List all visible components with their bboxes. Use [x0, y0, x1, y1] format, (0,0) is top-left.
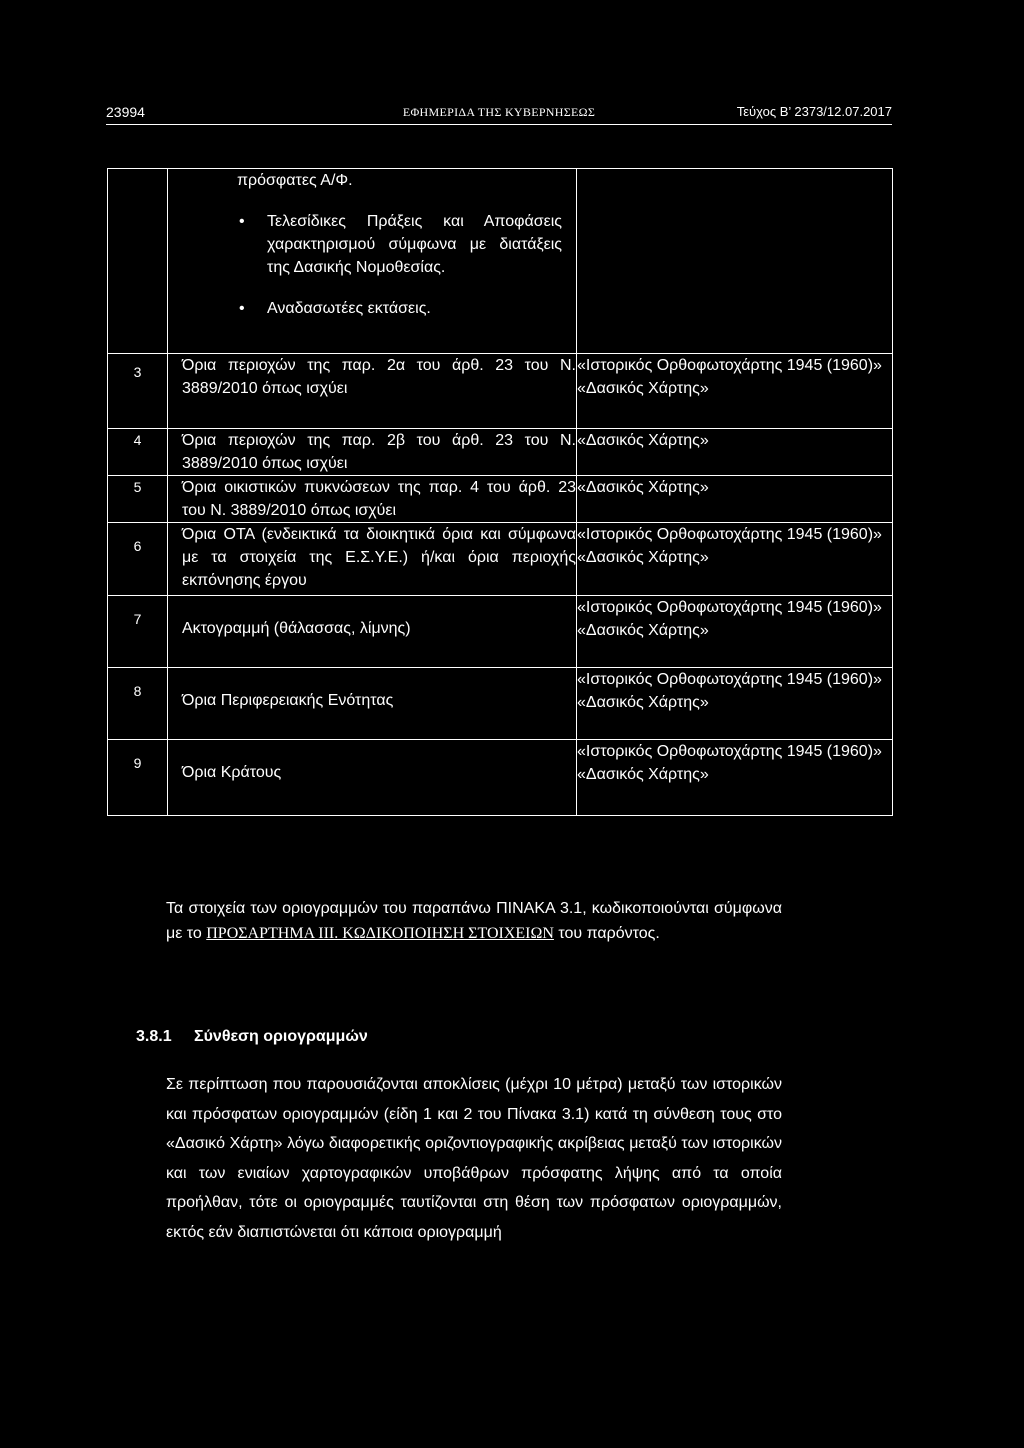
row-description: Ακτογραμμή (θάλασσας, λίμνης) — [168, 596, 577, 668]
table-row — [108, 476, 893, 523]
source-line: «Δασικός Χάρτης» — [577, 380, 709, 397]
source-line: «Ιστορικός Ορθοφωτοχάρτης 1945 (1960)» — [577, 357, 882, 374]
row-number: 6 — [108, 523, 168, 596]
source-cell — [577, 169, 893, 354]
row-description: Όρια Κράτους — [168, 740, 577, 816]
source-cell — [577, 476, 893, 523]
note-text-end: του παρόντος. — [553, 925, 660, 942]
table-row — [108, 354, 893, 429]
row-number: 8 — [108, 668, 168, 740]
list-item: • Αναδασωτέες εκτάσεις. — [237, 297, 562, 320]
source-line: «Δασικός Χάρτης» — [577, 432, 709, 449]
row-number: 5 — [108, 476, 168, 523]
header-divider — [106, 124, 892, 125]
section-body: Σε περίπτωση που παρουσιάζονται αποκλίσεις (μέχρι 10 μέτρα) μεταξύ των ιστορικών και πρόσφατων οριογραμμών (είδη 1 και 2 του Πίνακα 3.1) κατά τη σύνθεση τους στο «Δασικό Χάρτη» λόγω διαφορετικής οριζοντιογραφικής ακρίβειας μεταξύ των ιστορικών και των ενιαίων χαρτογραφικών υποβάθρων πρόσφατης λήψης από τα οποία προήλθαν, τότε οι οριογραμμές ταυτίζονται στη θέση των πρόσφατων οριογραμμών, εκτός εάν διαπιστώνεται ότι κάποια οριογραμμή — [166, 1076, 782, 1241]
section-title: Σύνθεση οριογραμμών — [194, 1028, 368, 1045]
source-line: «Ιστορικός Ορθοφωτοχάρτης 1945 (1960)» — [577, 743, 882, 760]
table-note — [166, 896, 782, 946]
row-description: Όρια οικιστικών πυκνώσεων της παρ. 4 του άρθ. 23 του Ν. 3889/2010 όπως ισχύει — [168, 476, 577, 523]
list-item: • Τελεσίδικες Πράξεις και Αποφάσεις χαρακτηρισμού σύμφωνα με διατάξεις της Δασικής Νομοθεσίας. — [237, 210, 562, 279]
source-cell — [577, 429, 893, 476]
table-row — [108, 668, 893, 740]
section-heading — [136, 1028, 368, 1046]
source-line: «Ιστορικός Ορθοφωτοχάρτης 1945 (1960)» — [577, 599, 882, 616]
table-row — [108, 523, 893, 596]
table-row — [108, 740, 893, 816]
row-number: 4 — [108, 429, 168, 476]
source-cell — [577, 668, 893, 740]
boundaries-table — [107, 168, 893, 816]
row-description: Όρια ΟΤΑ (ενδεικτικά τα διοικητικά όρια και σύμφωνα με τα στοιχεία της Ε.Σ.Υ.Ε.) ή/και όρια περιοχής εκπόνησης έργου — [168, 523, 577, 596]
row-description: Όρια περιοχών της παρ. 2β του άρθ. 23 του Ν. 3889/2010 όπως ισχύει — [168, 429, 577, 476]
source-line: «Δασικός Χάρτης» — [577, 694, 709, 711]
source-cell — [577, 596, 893, 668]
section-number: 3.8.1 — [136, 1028, 172, 1045]
row-number: 7 — [108, 596, 168, 668]
source-cell — [577, 523, 893, 596]
source-line: «Δασικός Χάρτης» — [577, 622, 709, 639]
row-number: 3 — [108, 354, 168, 429]
row-description: Όρια Περιφερειακής Ενότητας — [168, 668, 577, 740]
table-row — [108, 169, 893, 354]
source-cell — [577, 354, 893, 429]
description-cell — [168, 169, 577, 354]
continued-text: πρόσφατες Α/Φ. — [237, 172, 353, 189]
source-cell — [577, 740, 893, 816]
issue-info: Τεύχος Β’ 2373/12.07.2017 — [736, 104, 892, 119]
note-text: Τα στοιχεία των οριογραμμών του παραπάνω ΠΙΝΑΚΑ 3.1, κωδικοποιούνται σύμφωνα με το — [166, 900, 782, 942]
source-line: «Ιστορικός Ορθοφωτοχάρτης 1945 (1960)» — [577, 526, 882, 543]
row-number: 9 — [108, 740, 168, 816]
source-line: «Δασικός Χάρτης» — [577, 766, 709, 783]
bullet-list — [237, 210, 562, 320]
source-line: «Δασικός Χάρτης» — [577, 479, 709, 496]
newspaper-title: ΕΦΗΜΕΡΙΔΑ ΤΗΣ ΚΥΒΕΡΝΗΣΕΩΣ — [402, 105, 596, 119]
row-description: Όρια περιοχών της παρ. 2α του άρθ. 23 του Ν. 3889/2010 όπως ισχύει — [168, 354, 577, 429]
row-number-cell — [108, 169, 168, 354]
table-row — [108, 596, 893, 668]
page-number: 23994 — [106, 104, 145, 120]
table-row — [108, 429, 893, 476]
source-line: «Ιστορικός Ορθοφωτοχάρτης 1945 (1960)» — [577, 671, 882, 688]
appendix-reference: ΠΡΟΣΑΡΤΗΜΑ ΙΙΙ. ΚΩΔΙΚΟΠΟΙΗΣΗ ΣΤΟΙΧΕΙΩΝ — [206, 925, 554, 942]
source-line: «Δασικός Χάρτης» — [577, 549, 709, 566]
